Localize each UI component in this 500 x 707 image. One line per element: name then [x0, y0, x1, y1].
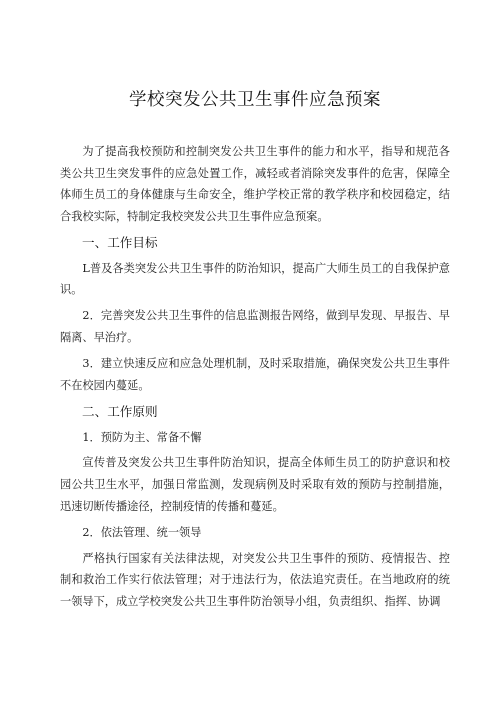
section-heading-goals: 一、工作目标: [82, 234, 158, 250]
principle-1-text: 宣传普及突发公共卫生事件防治知识，提高全体师生员工的防护意识和校园公共卫生水平，加强日常监测，发现病例及时采取有效的预防与控制措施，迅速切断传播途径，控制疫情的传播和蔓延。: [60, 456, 450, 513]
principle-2-title: 2．依法管理、统一领导: [82, 525, 202, 539]
principle-2-text: 严格执行国家有关法律法规，对突发公共卫生事件的预防、疫情报告、控制和救治工作实行依法管理；对于违法行为，依法追究责任。在当地政府的统一领导下，成立学校突发公共卫生事件防治领导小组，负责组织、指挥、协调: [60, 551, 450, 608]
goal-item-2: 2．完善突发公共卫生事件的信息监测报告网络，做到早发现、早报告、早隔离、早治疗。: [60, 309, 450, 344]
principle-1-title: 1．预防为主、常备不懈: [82, 430, 202, 444]
document-title: 学校突发公共卫生事件应急预案: [129, 90, 381, 110]
section-heading-principles: 二、工作原则: [82, 403, 158, 419]
intro-paragraph: 为了提高我校预防和控制突发公共卫生事件的能力和水平，指导和规范各类公共卫生突发事件的应急处置工作，减轻或者消除突发事件的危害，保障全体师生员工的身体健康与生命安全，维护学校正常的教学秩序和校园稳定，结合我校实际，特制定我校突发公共卫生事件应急预案。: [60, 145, 450, 223]
goal-item-1: L普及各类突发公共卫生事件的防治知识，提高广大师生员工的自我保护意识。: [60, 261, 450, 297]
goal-item-3: 3．建立快速反应和应急处理机制，及时采取措施，确保突发公共卫生事件不在校园内蔓延。: [60, 356, 450, 392]
